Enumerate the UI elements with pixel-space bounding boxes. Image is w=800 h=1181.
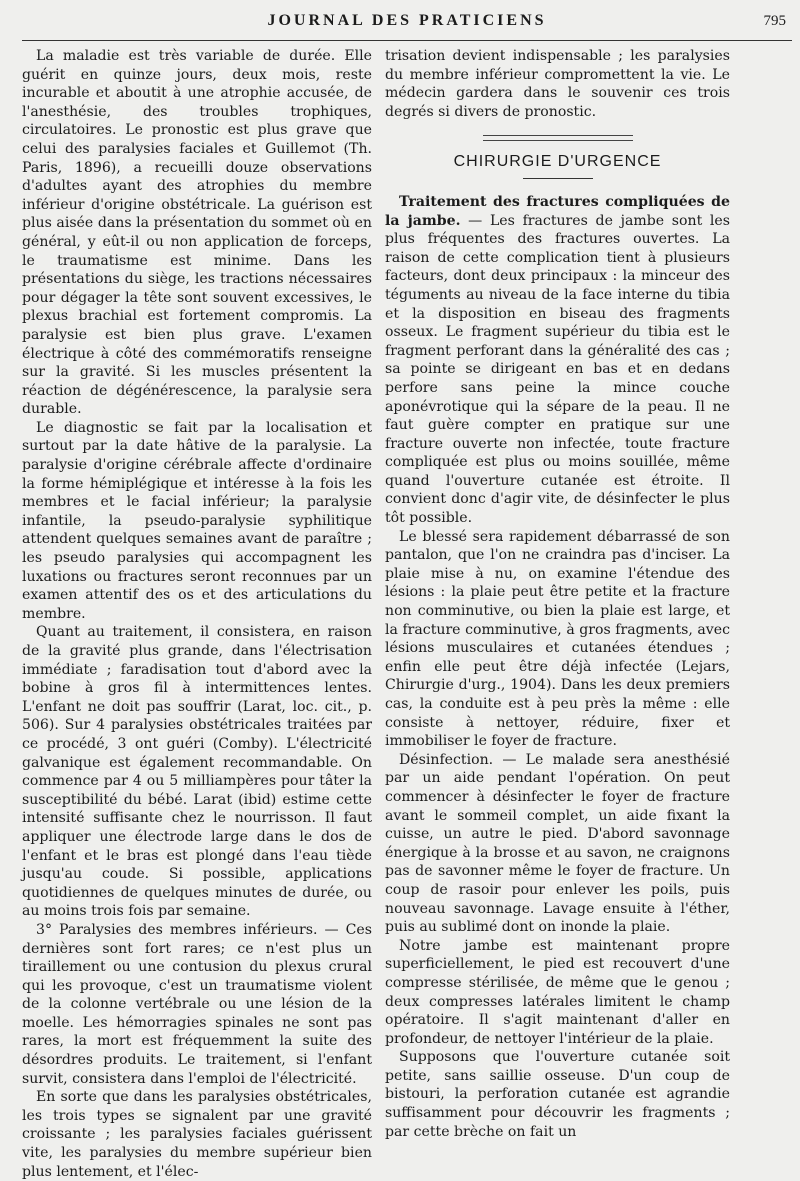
paragraph-continuation: trisation devient indispensable ; les paralysies du membre inférieur compromettent la vie. Le médecin gardera dans le souvenir ces trois degrés si divers de pronostic. <box>385 48 730 120</box>
paragraph: Le diagnostic se fait par la localisation et surtout par la date hâtive de la paralysie. La paralysie d'origine cérébrale affecte d'ordinaire la forme hémiplégique et intéresse à la fois les membres et le facial inférieur; la paralysie infantile, la pseudo-paralysie syphilitique attendent quelques semaines avant de paraître ; les pseudo paralysies qui accompagnent les luxations ou fractures seront reconnues par un examen attentif des os et des articulations du membre. <box>22 419 372 622</box>
paragraph: Le blessé sera rapidement débarrassé de son pantalon, que l'on ne craindra pas d'inciser. La plaie mise à nu, on examine l'étendue des lésions : la plaie peut être petite et la fracture non comminutive, ou bien la plaie est large, et la fracture comminutive, à gros fragments, avec lésions musculaires et cutanées étendues ; enfin elle peut être déjà infectée (Lejars, Chirurgie d'urg., 1904). Dans les deux premiers cas, la conduite est à peu près la même : elle consiste à nettoyer, réduire, fixer et immobiliser le foyer de fracture. <box>385 528 730 750</box>
article-lead-paragraph <box>385 193 730 528</box>
article-title: Traitement des fractures compliquées de la jambe. <box>385 193 730 229</box>
section-divider <box>483 135 633 141</box>
journal-title: JOURNAL DES PRATICIENS <box>267 12 547 29</box>
page-number: 795 <box>763 13 786 29</box>
paragraph: La maladie est très variable de durée. Elle guérit en quinze jours, deux mois, reste incurable et aboutit à une atrophie accusée, de l'anesthésie, des troubles trophiques, circulatoires. Le pronostic est plus grave que celui des paralysies faciales et Guillemot (Th. Paris, 1896), a recueilli douze observations d'adultes ayant des atrophies du membre inférieur d'origine obstétricale. La guérison est plus aisée dans la présentation du sommet où en général, y eût-il ou non application de forceps, le traumatisme est minime. Dans les présentations du siège, les tractions nécessaires pour dégager la tête sont souvent excessives, le plexus brachial est fortement compromis. La paralysie est bien plus grave. L'examen électrique à côté des commémoratifs renseigne sur la gravité. Si les muscles présentent la réaction de dégénérescence, la paralysie sera durable. <box>22 48 372 418</box>
paragraph: Désinfection. — Le malade sera anesthésié par un aide pendant l'opération. On peut commencer à désinfecter le foyer de fracture avant le sommeil complet, un aide fixant la cuisse, un autre le pied. D'abord savonnage énergique à la brosse et au savon, ne craignons pas de savonner même le foyer de fracture. Un coup de rasoir pour enlever les poils, puis nouveau savonnage. Lavage ensuite à l'éther, puis au sublimé dont on inonde la plaie. <box>385 751 730 936</box>
paragraph: En sorte que dans les paralysies obstétricales, les trois types se signalent par une gravité croissante ; les paralysies faciales guérissent vite, les paralysies du membre supérieur bien plus lentement, et l'élec- <box>22 1089 372 1180</box>
heading-underline <box>523 178 593 179</box>
paragraph: Supposons que l'ouverture cutanée soit petite, sans saillie osseuse. D'un coup de bistouri, la perforation cutanée est agrandie suffisamment pour découvrir les fragments ; par cette brèche on fait un <box>385 1049 730 1140</box>
right-column <box>385 47 730 1141</box>
page-header <box>22 0 792 41</box>
paragraph: Notre jambe est maintenant propre superficiellement, le pied est recouvert d'une compresse stérilisée, de même que le genou ; deux compresses latérales limitent le champ opératoire. Il s'agit maintenant d'aller en profondeur, de nettoyer l'intérieur de la plaie. <box>385 937 730 1047</box>
paragraph: 3° Paralysies des membres inférieurs. — Ces dernières sont fort rares; ce n'est plus un tiraillement ou une contusion du plexus crural qui les provoque, c'est un traumatisme violent de la colonne vertébrale ou une lésion de la moelle. Les hémorragies spinales ne sont pas rares, la mort est fréquemment la suite des désordres produits. Le traitement, si l'enfant survit, consistera dans l'emploi de l'électricité. <box>22 921 372 1087</box>
article-lead-text: — Les fractures de jambe sont les plus fréquentes des fractures ouvertes. La raison de cette complication tient à plusieurs facteurs, dont deux principaux : la minceur des téguments au niveau de la face interne du tibia et la disposition en biseau des fragments osseux. Le fragment supérieur du tibia est le fragment perforant dans la généralité des cas ; sa pointe se dirigeant en bas et en dedans perfore sans peine la mince couche aponévrotique qui la sépare de la peau. Il ne faut guère compter en pratique sur une fracture ouverte non infectée, toute fracture compliquée est plus ou moins souillée, même quand l'ouverture cutanée est étroite. Il convient donc d'agir vite, de désinfecter le plus tôt possible. <box>385 212 731 527</box>
left-column <box>22 47 372 1181</box>
section-heading: CHIRURGIE D'URGENCE <box>453 153 662 171</box>
paragraph: Quant au traitement, il consistera, en raison de la gravité plus grande, dans l'électrisation immédiate ; faradisation tout d'abord avec la bobine à gros fil à intermittences lentes. L'enfant ne doit pas souffrir (Larat, loc. cit., p. 506). Sur 4 paralysies obstétricales traitées par ce procédé, 3 ont guéri (Comby). L'électricité galvanique est également recommandable. On commence par 4 ou 5 milliampères pour tâter la susceptibilité du bébé. Larat (ibid) estime cette intensité suffisante chez le nourrisson. Il faut appliquer une électrode large dans le dos de l'enfant et le bras est plongé dans l'eau tiède jusqu'au coude. Si possible, applications quotidiennes de quelques minutes de durée, ou au moins trois fois par semaine. <box>22 624 372 920</box>
